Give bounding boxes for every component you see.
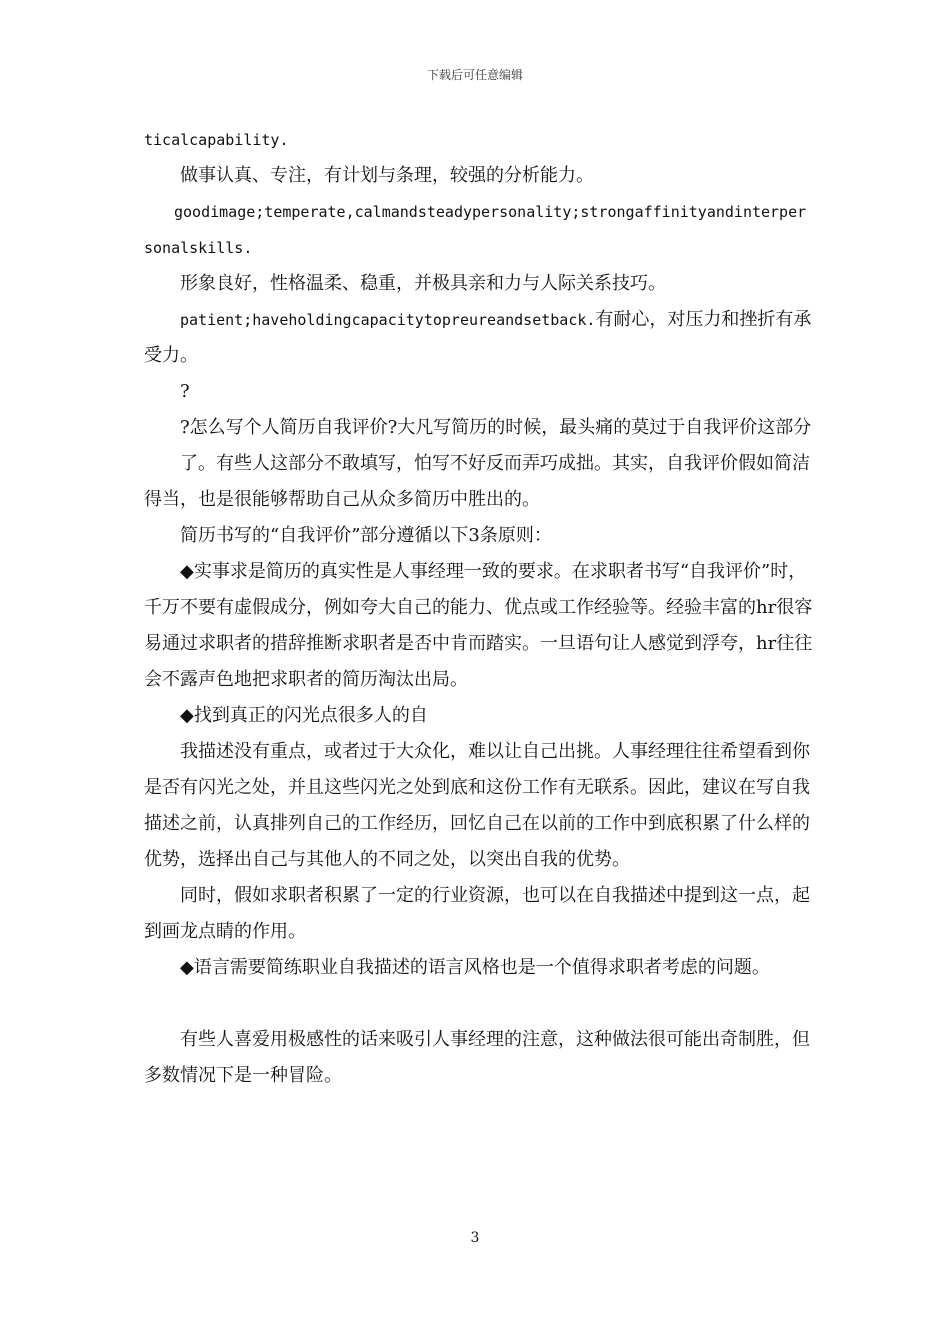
text-paragraph: 了。有些人这部分不敢填写，怕写不好反而弄巧成拙。其实，自我评价假如简洁得当，也是很能够帮助自己从众多简历中胜出的。 xyxy=(144,453,810,510)
text-paragraph: 同时，假如求职者积累了一定的行业资源，也可以在自我描述中提到这一点，起到画龙点睛的作用。 xyxy=(144,885,810,942)
text-paragraph: ?怎么写个人简历自我评价?大凡写简历的时候，最头痛的莫过于自我评价这部分 xyxy=(180,417,812,438)
page-number: 3 xyxy=(470,1230,480,1246)
page-header: 下载后可任意编辑 xyxy=(426,68,523,82)
document-body xyxy=(144,122,814,1094)
text-paragraph: ? xyxy=(180,381,190,402)
text-paragraph-mixed xyxy=(144,302,814,374)
text-span-english: patient;haveholdingcapacitytopreureandsetback. xyxy=(180,311,596,329)
text-paragraph: ◆实事求是简历的真实性是人事经理一致的要求。在求职者书写“自我评价”时，千万不要有虚假成分，例如夸大自己的能力、优点或工作经验等。经验丰富的hr很容易通过求职者的措辞推断求职者是否中肯而踏实。一旦语句让人感觉到浮夸，hr往往会不露声色地把求职者的简历淘汰出局。 xyxy=(144,561,813,690)
text-paragraph: 形象良好，性格温柔、稳重，并极具亲和力与人际关系技巧。 xyxy=(180,273,666,294)
text-paragraph: ◆语言需要简练职业自我描述的语言风格也是一个值得求职者考虑的问题。 xyxy=(180,957,770,978)
text-paragraph: 我描述没有重点，或者过于大众化，难以让自己出挑。人事经理往往希望看到你是否有闪光之处，并且这些闪光之处到底和这份工作有无联系。因此，建议在写自我描述之前，认真排列自己的工作经历，回忆自己在以前的工作中到底积累了什么样的优势，选择出自己与其他人的不同之处，以突出自我的优势。 xyxy=(144,741,810,870)
text-paragraph-english: goodimage;temperate,calmandsteadypersonality;strongaffinityandinterpersonalskills. xyxy=(144,203,807,257)
text-paragraph: ◆找到真正的闪光点很多人的自 xyxy=(180,705,428,726)
text-paragraph: 做事认真、专注，有计划与条理，较强的分析能力。 xyxy=(180,165,594,186)
text-paragraph-english: ticalcapability. xyxy=(144,131,289,149)
text-paragraph: 有些人喜爱用极感性的话来吸引人事经理的注意，这种做法很可能出奇制胜，但多数情况下是一种冒险。 xyxy=(144,1029,810,1086)
text-paragraph: 简历书写的“自我评价”部分遵循以下3条原则： xyxy=(180,525,552,546)
paragraph-gap xyxy=(144,986,814,1022)
text-span-chinese: 有耐心，对压力和挫折有承受力。 xyxy=(144,309,812,366)
